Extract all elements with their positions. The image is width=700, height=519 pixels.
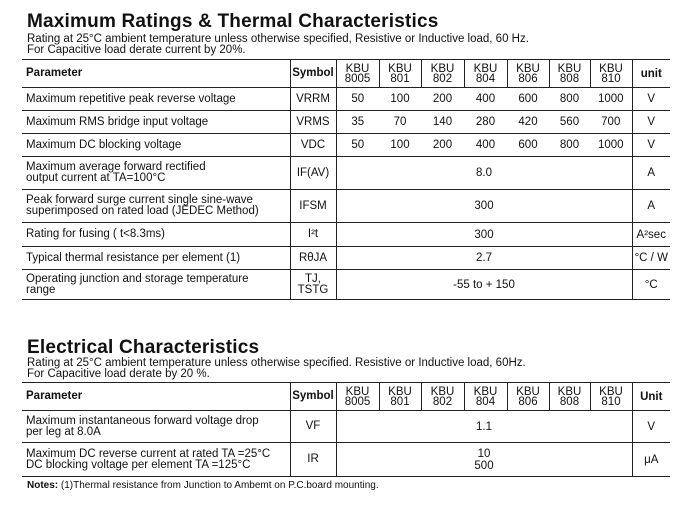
value-cell: 560	[549, 111, 590, 134]
ratings-subtitle-1: Rating at 25°C ambient temperature unless otherwise specified, Resistive or Inductive load, 60 Hz.	[27, 33, 529, 45]
row-symbol: IFSM	[290, 190, 336, 223]
table-row	[22, 270, 670, 300]
value-cell: 140	[421, 111, 464, 134]
table-row	[22, 157, 670, 190]
part-header-kbu802: KBU 802	[421, 60, 464, 88]
row-unit: A	[632, 190, 670, 223]
row-unit: V	[632, 111, 670, 134]
part-header-kbu804: KBU 804	[464, 60, 507, 88]
row-unit: V	[632, 88, 670, 111]
value-cell: 700	[590, 111, 632, 134]
value-cell: 200	[421, 134, 464, 157]
row-unit: °C / W	[632, 247, 670, 270]
value-cell: 35	[336, 111, 379, 134]
row-parameter: Maximum RMS bridge input voltage	[22, 111, 290, 134]
row-parameter: Peak forward surge current single sine-wave superimposed on rated load (JEDEC Method)	[22, 190, 290, 223]
parameter-header: Parameter	[22, 383, 290, 411]
row-parameter: Maximum instantaneous forward voltage drop per leg at 8.0A	[22, 411, 290, 443]
part-header-kbu8005: KBU 8005	[336, 60, 379, 88]
value-cell: 800	[549, 134, 590, 157]
row-unit: °C	[632, 270, 670, 300]
unit-header: Unit	[632, 383, 670, 411]
value-cell: 50	[336, 88, 379, 111]
electrical-header-row	[22, 383, 670, 411]
value-cell: 600	[507, 88, 549, 111]
value-cell: 70	[379, 111, 421, 134]
part-header-kbu8005: KBU 8005	[336, 383, 379, 411]
value-cell: 420	[507, 111, 549, 134]
table-row	[22, 190, 670, 223]
table-row	[22, 88, 670, 111]
row-parameter: Maximum DC reverse current at rated TA =25°C DC blocking voltage per element TA =125°C	[22, 443, 290, 477]
ratings-header-row	[22, 60, 670, 88]
part-header-kbu801: KBU 801	[379, 383, 421, 411]
notes-label: Notes:	[27, 480, 59, 491]
row-parameter: Rating for fusing ( t<8.3ms)	[22, 223, 290, 247]
part-header-kbu806: KBU 806	[507, 383, 549, 411]
electrical-subtitle-2: For Capacitive load derate by 20 %.	[27, 368, 210, 380]
value-cell: 400	[464, 134, 507, 157]
value-cell: 600	[507, 134, 549, 157]
value-cell: 10 500	[336, 443, 632, 477]
value-cell: 400	[464, 88, 507, 111]
electrical-subtitle-1: Rating at 25°C ambient temperature unless otherwise specified. Resistive or Inductive load, 60Hz.	[27, 357, 526, 369]
row-parameter: Maximum average forward rectified output current at TA=100°C	[22, 157, 290, 190]
ratings-subtitle-2: For Capacitive load derate current by 20%.	[27, 44, 246, 56]
value-cell: 800	[549, 88, 590, 111]
value-cell: 8.0	[336, 157, 632, 190]
row-parameter: Operating junction and storage temperature range	[22, 270, 290, 300]
notes	[27, 480, 379, 491]
symbol-header: Symbol	[290, 383, 336, 411]
table-row	[22, 111, 670, 134]
row-symbol: IR	[290, 443, 336, 477]
ratings-title: Maximum Ratings & Thermal Characteristics	[27, 11, 439, 32]
row-symbol: VRRM	[290, 88, 336, 111]
part-header-kbu802: KBU 802	[421, 383, 464, 411]
row-unit: A²sec	[632, 223, 670, 247]
row-symbol: RθJA	[290, 247, 336, 270]
row-unit: μA	[632, 443, 670, 477]
value-cell: 1000	[590, 134, 632, 157]
value-cell: 300	[336, 223, 632, 247]
row-parameter: Maximum repetitive peak reverse voltage	[22, 88, 290, 111]
value-cell: 300	[336, 190, 632, 223]
electrical-title: Electrical Characteristics	[27, 337, 260, 358]
value-cell: 50	[336, 134, 379, 157]
unit-header: unit	[632, 60, 670, 88]
ratings-table	[22, 59, 670, 300]
part-header-kbu808: KBU 808	[549, 60, 590, 88]
part-header-kbu810: KBU 810	[590, 383, 632, 411]
part-header-kbu808: KBU 808	[549, 383, 590, 411]
part-header-kbu806: KBU 806	[507, 60, 549, 88]
row-symbol: TJ, TSTG	[290, 270, 336, 300]
row-unit: V	[632, 411, 670, 443]
row-symbol: VF	[290, 411, 336, 443]
row-unit: V	[632, 134, 670, 157]
row-symbol: VDC	[290, 134, 336, 157]
parameter-header: Parameter	[22, 60, 290, 88]
table-row	[22, 223, 670, 247]
value-cell: 1.1	[336, 411, 632, 443]
row-unit: A	[632, 157, 670, 190]
part-header-kbu804: KBU 804	[464, 383, 507, 411]
row-symbol: VRMS	[290, 111, 336, 134]
value-cell: 100	[379, 134, 421, 157]
part-header-kbu801: KBU 801	[379, 60, 421, 88]
value-cell: 100	[379, 88, 421, 111]
symbol-header: Symbol	[290, 60, 336, 88]
table-row	[22, 247, 670, 270]
table-row	[22, 134, 670, 157]
electrical-table	[22, 382, 670, 477]
notes-text: (1)Thermal resistance from Junction to Ambemt on P.C.board mounting.	[58, 480, 379, 491]
row-parameter: Typical thermal resistance per element (1)	[22, 247, 290, 270]
value-cell: 1000	[590, 88, 632, 111]
table-row	[22, 443, 670, 477]
value-cell: 2.7	[336, 247, 632, 270]
row-parameter: Maximum DC blocking voltage	[22, 134, 290, 157]
row-symbol: IF(AV)	[290, 157, 336, 190]
value-cell: 280	[464, 111, 507, 134]
table-row	[22, 411, 670, 443]
value-cell: -55 to + 150	[336, 270, 632, 300]
row-symbol: I²t	[290, 223, 336, 247]
part-header-kbu810: KBU 810	[590, 60, 632, 88]
value-cell: 200	[421, 88, 464, 111]
